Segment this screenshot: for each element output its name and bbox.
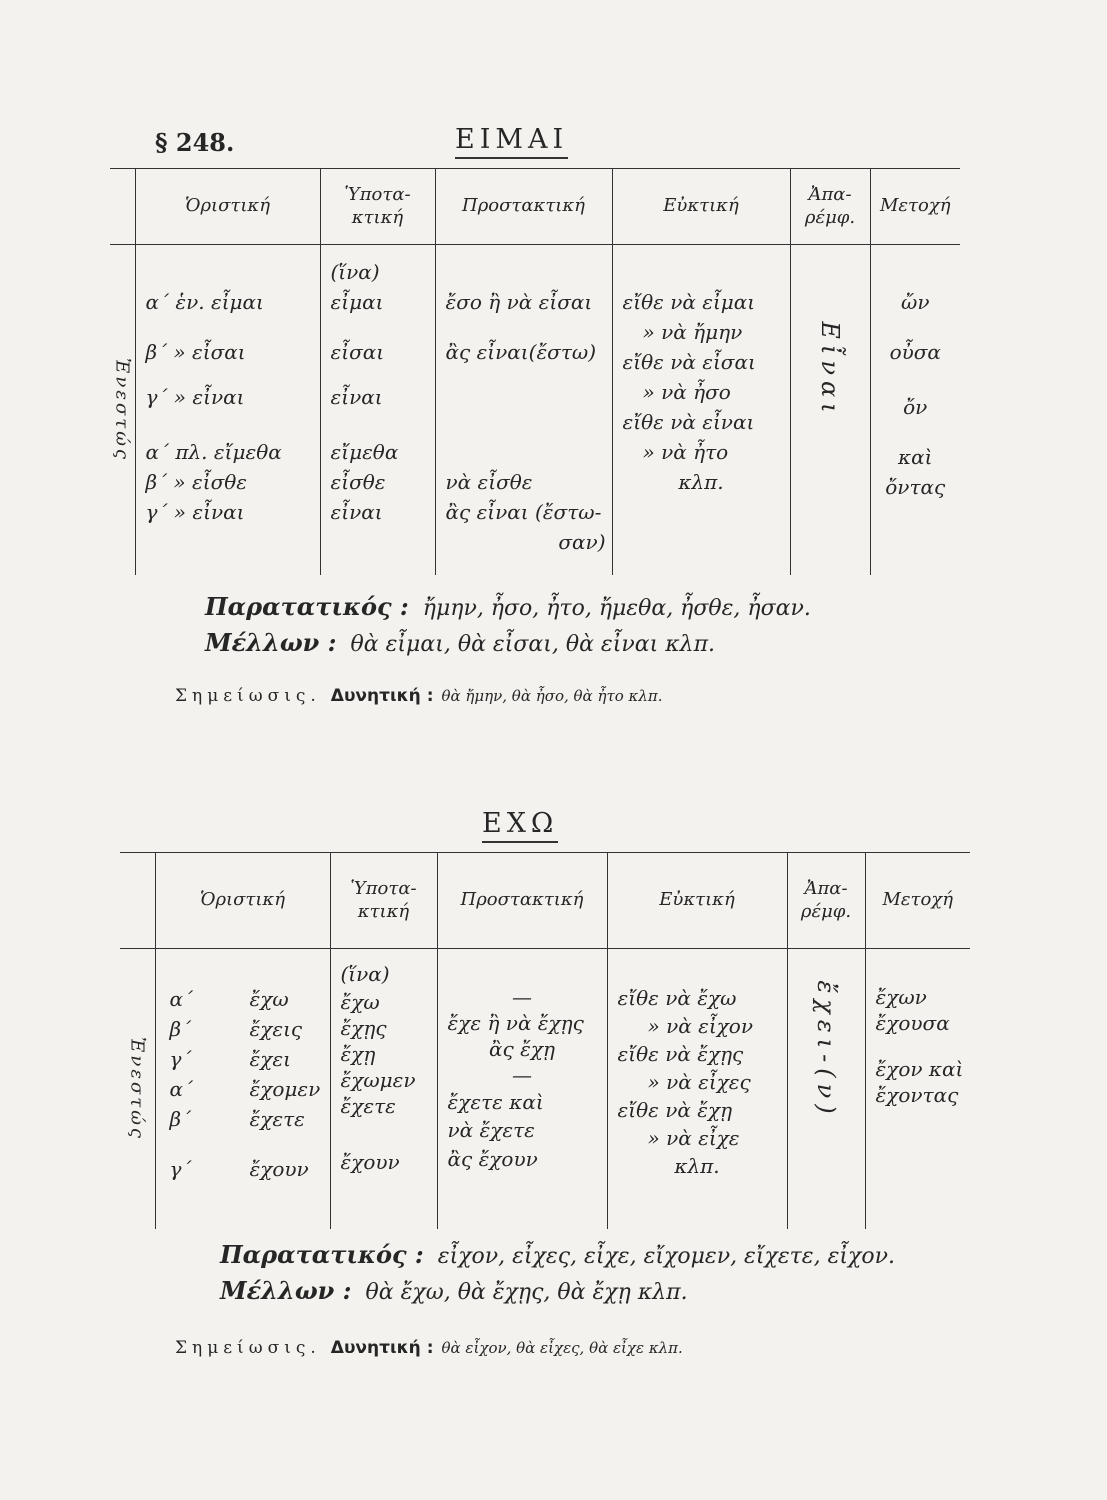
eimai-oristiki-row: γ΄ » εἶναι bbox=[145, 500, 245, 524]
eimai-prostaktiki-row: ἂς εἶναι(ἔστω) bbox=[445, 340, 597, 364]
echo-ypotaktiki-row: (ἵνα) bbox=[340, 962, 390, 986]
eimai-euktiki-row: εἴθε νὰ εἶναι bbox=[622, 410, 755, 434]
eimai-ypotaktiki-row: εἶσαι bbox=[330, 340, 385, 364]
eimai-header-blank bbox=[110, 169, 135, 245]
eimai-prostaktiki-row: ἔσο ἢ νὰ εἶσαι bbox=[445, 290, 593, 314]
echo-header-oristiki: Ὁριστική bbox=[155, 853, 330, 949]
eimai-metochi-row: ὄν bbox=[903, 395, 928, 419]
eimai-header-aparemfato: Ἀπα- ρέμφ. bbox=[790, 169, 870, 245]
eimai-table bbox=[110, 168, 960, 575]
eimai-aparemfato-value: Εἶναι bbox=[816, 321, 844, 419]
echo-euktiki-row: » νὰ εἶχες bbox=[647, 1070, 751, 1094]
eimai-euktiki-row: » νὰ ἦτο bbox=[642, 440, 729, 464]
eimai-ypotaktiki-row: εἶναι bbox=[330, 500, 383, 524]
echo-euktiki-row: » νὰ εἶχε bbox=[647, 1126, 740, 1150]
eimai-metochi-row: ὄντας bbox=[885, 475, 946, 499]
eimai-metochi-row: ὤν bbox=[901, 290, 930, 314]
eimai-metochi-row: καὶ bbox=[898, 445, 933, 469]
eimai-note: Σημείωσις. Δυνητική : θὰ ἤμην, θὰ ἦσο, θὰ ἦτο κλπ. bbox=[175, 686, 663, 706]
echo-euktiki-row: εἴθε νὰ ἔχῃ bbox=[617, 1098, 733, 1122]
echo-euktiki-row: κλπ. bbox=[674, 1154, 720, 1178]
echo-tense-cell bbox=[120, 949, 155, 1229]
eimai-euktiki-cell bbox=[612, 245, 790, 575]
echo-note: Σημείωσις. Δυνητική : θὰ εἶχον, θὰ εἶχες, θὰ εἶχε κλπ. bbox=[175, 1338, 683, 1358]
eimai-aparemfato-cell bbox=[790, 245, 870, 575]
eimai-ypotaktiki-row: εἶμαι bbox=[330, 290, 384, 314]
echo-oristiki-row: α΄ ἔχω bbox=[169, 987, 289, 1011]
echo-prostaktiki-row: — bbox=[512, 985, 532, 1009]
echo-header-ypotaktiki: Ὑποτα- κτική bbox=[330, 853, 437, 949]
eimai-paratatikos-line: Παρατατικός : ἤμην, ἦσο, ἦτο, ἤμεθα, ἦσθε, ἦσαν. bbox=[205, 592, 811, 621]
eimai-euktiki-row: » νὰ ἤμην bbox=[642, 320, 743, 344]
echo-prostaktiki-row: νὰ ἔχετε bbox=[447, 1118, 535, 1142]
echo-euktiki-row: » νὰ εἶχον bbox=[647, 1014, 754, 1038]
echo-prostaktiki-row: — bbox=[512, 1063, 532, 1087]
eimai-header-metochi: Μετοχή bbox=[870, 169, 960, 245]
echo-oristiki-row: γ΄ ἔχει bbox=[169, 1047, 291, 1071]
echo-title: ΕΧΩ bbox=[482, 808, 558, 843]
echo-oristiki-row: α΄ ἔχομεν bbox=[169, 1077, 321, 1101]
eimai-ypotaktiki-row: εἶναι bbox=[330, 385, 383, 409]
echo-euktiki-row: εἴθε νὰ ἔχω bbox=[617, 986, 737, 1010]
eimai-euktiki-row: εἴθε νὰ εἶσαι bbox=[622, 350, 756, 374]
echo-metochi-row: ἔχων bbox=[875, 985, 927, 1009]
echo-euktiki-row: εἴθε νὰ ἔχῃς bbox=[617, 1042, 744, 1066]
eimai-oristiki-row: α΄ πλ. εἴμεθα bbox=[145, 440, 282, 464]
echo-ypotaktiki-cell bbox=[330, 949, 437, 1229]
eimai-ypotaktiki-row: εἶσθε bbox=[330, 470, 386, 494]
eimai-oristiki-row: α΄ ἑν. εἶμαι bbox=[145, 290, 264, 314]
echo-tense-label: Ἐνεστώς bbox=[126, 1036, 148, 1141]
echo-oristiki-cell bbox=[155, 949, 330, 1229]
eimai-header-ypotaktiki: Ὑποτα- κτική bbox=[320, 169, 435, 245]
eimai-oristiki-row: β΄ » εἶσαι bbox=[145, 340, 246, 364]
eimai-prostaktiki-cell bbox=[435, 245, 612, 575]
eimai-prostaktiki-row: ἂς εἶναι (ἔστω- bbox=[445, 500, 602, 524]
echo-ypotaktiki-row: ἔχωμεν bbox=[340, 1068, 416, 1092]
eimai-prostaktiki-row: νὰ εἶσθε bbox=[445, 470, 533, 494]
echo-header-aparemfato: Ἀπα- ρέμφ. bbox=[787, 853, 865, 949]
eimai-mellon-line: Μέλλων : θὰ εἶμαι, θὰ εἶσαι, θὰ εἶναι κλπ. bbox=[205, 628, 716, 657]
echo-header-metochi: Μετοχή bbox=[865, 853, 970, 949]
eimai-oristiki-row: γ΄ » εἶναι bbox=[145, 385, 245, 409]
echo-euktiki-cell bbox=[607, 949, 787, 1229]
echo-metochi-row: ἔχον καὶ bbox=[875, 1057, 964, 1081]
eimai-prostaktiki-row: σαν) bbox=[558, 530, 606, 554]
echo-paratatikos-line: Παρατατικός : εἶχον, εἶχες, εἶχε, εἴχομεν, εἴχετε, εἶχον. bbox=[220, 1240, 895, 1269]
eimai-header-oristiki: Ὁριστική bbox=[135, 169, 320, 245]
eimai-header-euktiki: Εὐκτική bbox=[612, 169, 790, 245]
echo-metochi-cell bbox=[865, 949, 970, 1229]
echo-ypotaktiki-row: ἔχῃ bbox=[340, 1042, 376, 1066]
echo-header-blank bbox=[120, 853, 155, 949]
eimai-ypotaktiki-cell bbox=[320, 245, 435, 575]
section-number: § 248. bbox=[155, 128, 235, 157]
echo-metochi-row: ἔχουσα bbox=[875, 1011, 950, 1035]
echo-aparemfato-value: ἔχει-(ν) bbox=[812, 980, 840, 1120]
echo-prostaktiki-row: ἂς ἔχῃ bbox=[489, 1037, 555, 1061]
echo-table bbox=[120, 852, 970, 1229]
eimai-tense-label: Ἐνεστώς bbox=[111, 357, 133, 462]
echo-oristiki-row: γ΄ ἔχουν bbox=[169, 1157, 309, 1181]
echo-prostaktiki-row: ἔχετε καὶ bbox=[447, 1090, 544, 1114]
echo-prostaktiki-row: ἂς ἔχουν bbox=[447, 1147, 538, 1171]
echo-metochi-row: ἔχοντας bbox=[875, 1083, 959, 1107]
echo-aparemfato-cell bbox=[787, 949, 865, 1229]
echo-ypotaktiki-row: ἔχουν bbox=[340, 1150, 400, 1174]
eimai-tense-cell bbox=[110, 245, 135, 575]
eimai-oristiki-cell bbox=[135, 245, 320, 575]
echo-oristiki-row: β΄ ἔχετε bbox=[169, 1107, 305, 1131]
echo-ypotaktiki-row: ἔχῃς bbox=[340, 1016, 387, 1040]
eimai-ypotaktiki-row: (ἵνα) bbox=[330, 260, 380, 284]
echo-header-euktiki: Εὐκτική bbox=[607, 853, 787, 949]
eimai-metochi-row: οὖσα bbox=[889, 340, 941, 364]
echo-ypotaktiki-row: ἔχετε bbox=[340, 1094, 396, 1118]
echo-mellon-line: Μέλλων : θὰ ἔχω, θὰ ἔχῃς, θὰ ἔχῃ κλπ. bbox=[220, 1276, 688, 1305]
eimai-ypotaktiki-row: εἴμεθα bbox=[330, 440, 399, 464]
eimai-euktiki-row: εἴθε νὰ εἶμαι bbox=[622, 290, 756, 314]
eimai-euktiki-row: κλπ. bbox=[678, 470, 724, 494]
echo-prostaktiki-row: ἔχε ἢ νὰ ἔχῃς bbox=[447, 1011, 584, 1035]
echo-oristiki-row: β΄ ἔχεις bbox=[169, 1017, 303, 1041]
eimai-oristiki-row: β΄ » εἶσθε bbox=[145, 470, 248, 494]
echo-ypotaktiki-row: ἔχω bbox=[340, 990, 380, 1014]
eimai-euktiki-row: » νὰ ἦσο bbox=[642, 380, 731, 404]
eimai-title: ΕΙΜΑΙ bbox=[455, 124, 568, 159]
eimai-metochi-cell bbox=[870, 245, 960, 575]
eimai-header-prostaktiki: Προστακτική bbox=[435, 169, 612, 245]
echo-prostaktiki-cell bbox=[437, 949, 607, 1229]
echo-header-prostaktiki: Προστακτική bbox=[437, 853, 607, 949]
